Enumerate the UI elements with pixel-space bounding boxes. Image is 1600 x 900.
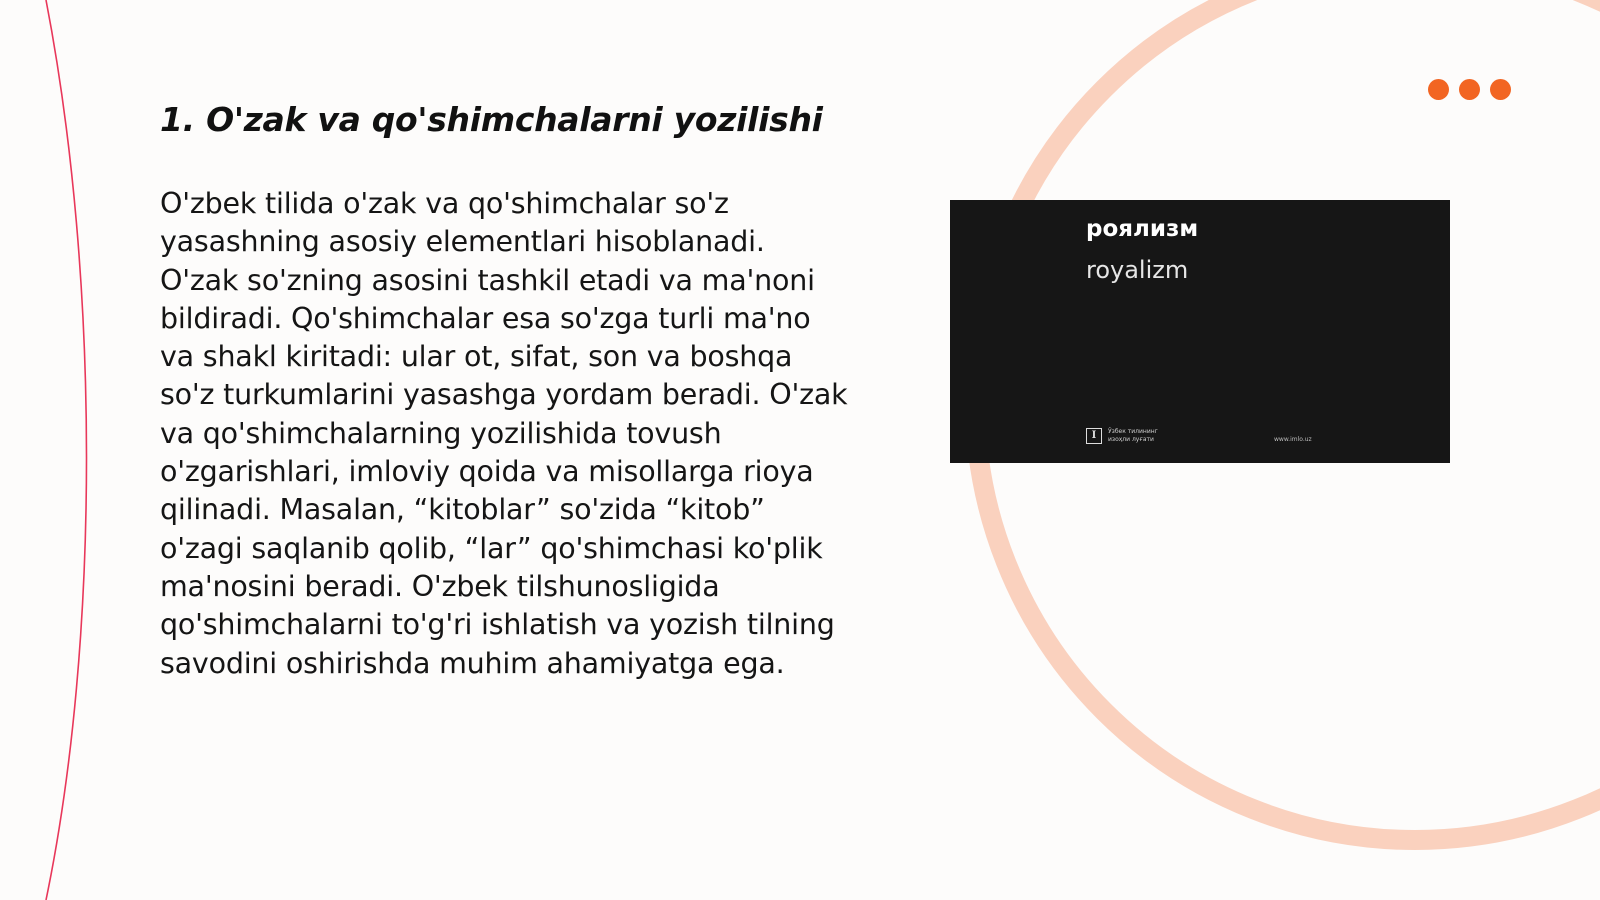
dictionary-video-card[interactable]: [950, 200, 1450, 463]
slide-title: 1. O'zak va qo'shimchalarni yozilishi: [160, 100, 823, 139]
word-cyrillic: роялизм: [1086, 216, 1199, 242]
menu-dots: [1428, 79, 1511, 100]
brand-name: Ўзбек тилининг изоҳли луғати: [1108, 428, 1158, 443]
dot-icon: [1459, 79, 1480, 100]
book-logo-icon: I: [1086, 428, 1102, 444]
slide-body-text: O'zbek tilida o'zak va qo'shimchalar so'z yasashning asosiy elementlari hisoblanadi. O'zak so'zning asosini tashkil etadi va ma'noni bildiradi. Qo'shimchalar esa so'zga turli ma'no va shakl kiritadi: ular ot, sifat, son va boshqa so'z turkumlarini yasashga yordam beradi. O'zak va qo'shimchalarning yozilishida tovush o'zgarishlari, imloviy qoida va misollarga rioya qilinadi. Masalan, “kitoblar” so'zida “kitob” o'zagi saqlanib qolib, “lar” qo'shimchasi ko'plik ma'nosini beradi. O'zbek tilshunosligida qo'shimchalarni to'g'ri ishlatish va yozish tilning savodini oshirishda muhim ahamiyatga ega.: [160, 187, 848, 680]
dot-icon: [1490, 79, 1511, 100]
left-accent-curve: [46, 0, 87, 900]
site-url: www.imlo.uz: [1274, 436, 1312, 443]
brand-block: [1086, 428, 1168, 444]
dot-icon: [1428, 79, 1449, 100]
word-latin: royalizm: [1086, 256, 1189, 284]
